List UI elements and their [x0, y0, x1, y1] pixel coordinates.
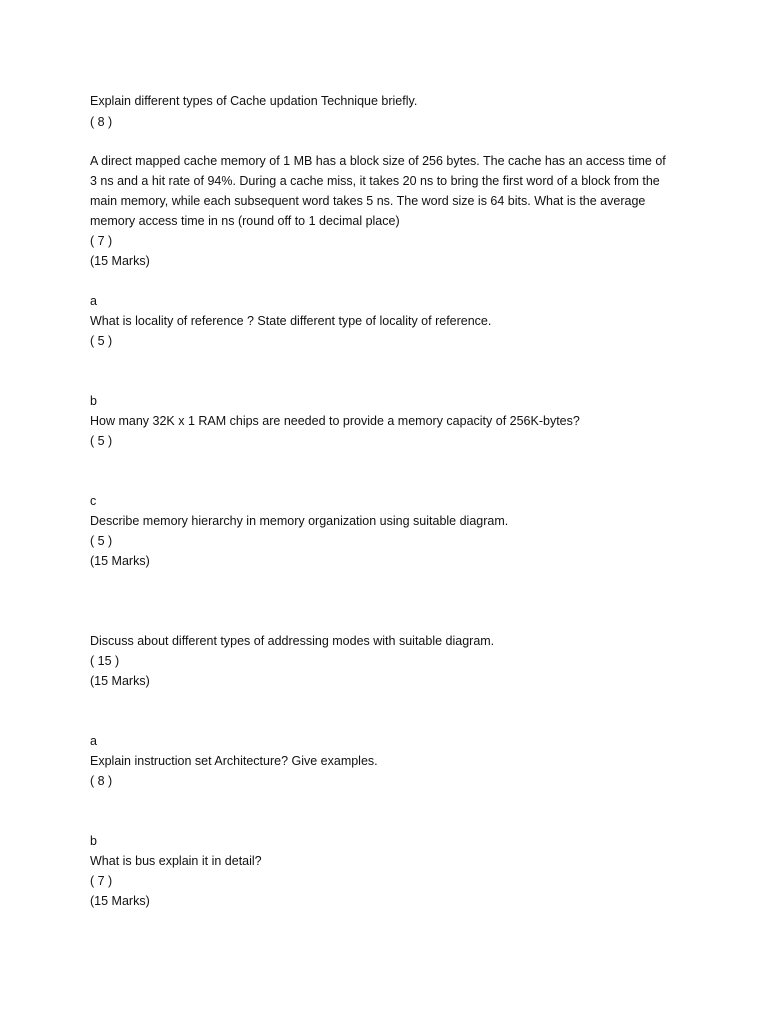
question-text: Discuss about different types of addressing modes with suitable diagram.	[90, 634, 495, 648]
question-text: Explain different types of Cache updation Technique briefly.	[90, 94, 418, 108]
question-label: b	[90, 394, 97, 408]
question-label: a	[90, 294, 97, 308]
question-text: Describe memory hierarchy in memory organization using suitable diagram.	[90, 514, 509, 528]
question-marks: ( 8 )	[90, 774, 113, 788]
question-text: What is locality of reference ? State different type of locality of reference.	[90, 314, 492, 328]
question-marks: ( 5 )	[90, 434, 113, 448]
question-marks: ( 15 )	[90, 654, 120, 668]
question-marks: ( 7 )	[90, 874, 113, 888]
section-total-marks: (15 Marks)	[90, 894, 150, 908]
question-text: How many 32K x 1 RAM chips are needed to provide a memory capacity of 256K-bytes?	[90, 414, 580, 428]
question-text: What is bus explain it in detail?	[90, 854, 262, 868]
question-text: A direct mapped cache memory of 1 MB has a block size of 256 bytes. The cache has an access time of 3 ns and a hit rate of 94%. During a cache miss, it takes 20 ns to bring the first word of a block from the main memory, while each subsequent word takes 5 ns. The word size is 64 bits. What is the average memory access time in ns (round off to 1 decimal place)	[90, 154, 666, 228]
question-label: a	[90, 734, 97, 748]
question-marks: ( 7 )	[90, 234, 113, 248]
section-total-marks: (15 Marks)	[90, 554, 150, 568]
question-marks: ( 5 )	[90, 334, 113, 348]
question-marks: ( 8 )	[90, 115, 113, 129]
question-label: b	[90, 834, 97, 848]
section-total-marks: (15 Marks)	[90, 674, 150, 688]
question-text: Explain instruction set Architecture? Give examples.	[90, 754, 378, 768]
section-total-marks: (15 Marks)	[90, 254, 150, 268]
question-marks: ( 5 )	[90, 534, 113, 548]
question-label: c	[90, 494, 97, 508]
